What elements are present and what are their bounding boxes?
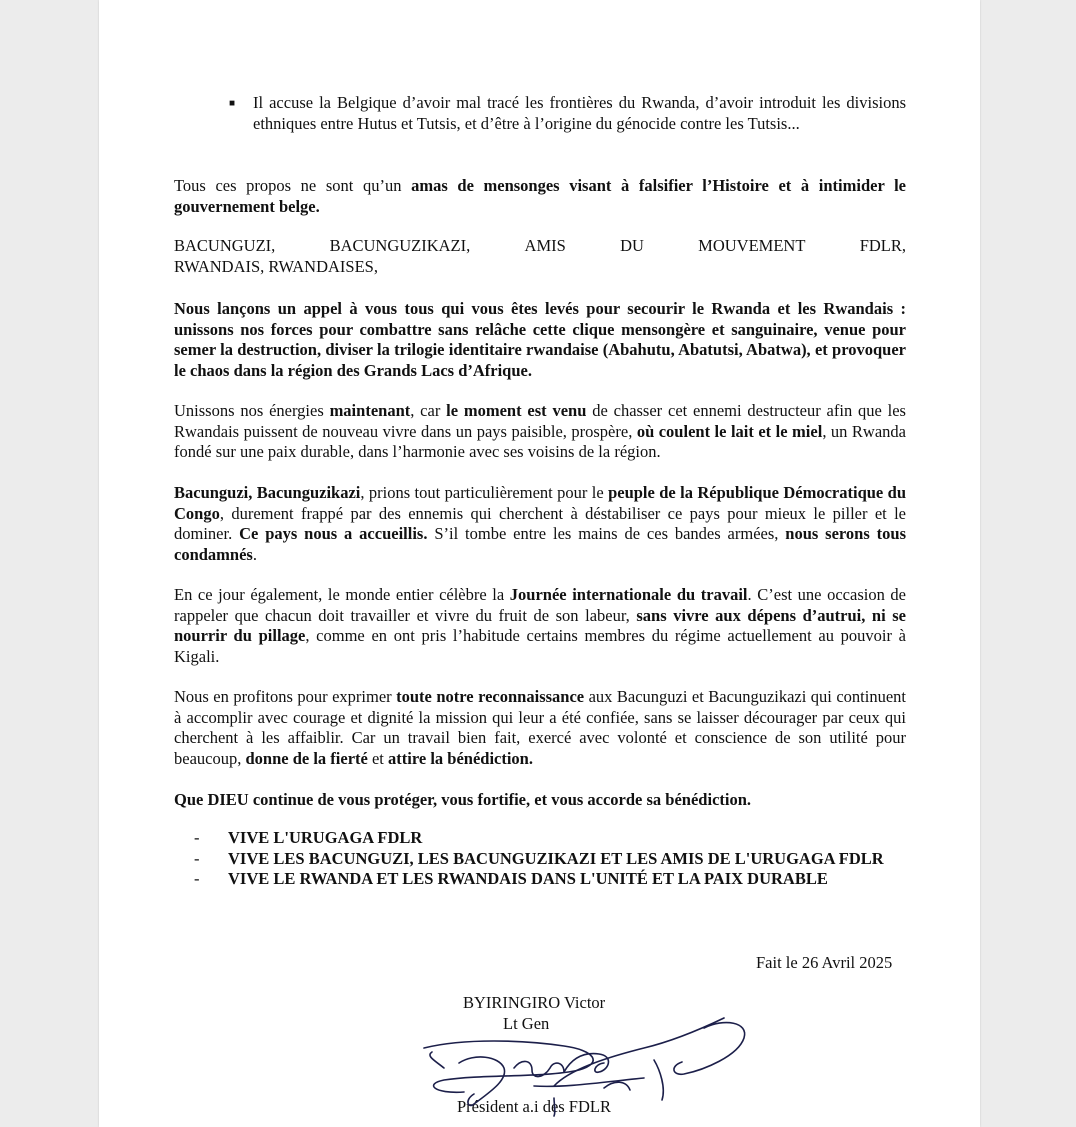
- list-item: - VIVE L'URUGAGA FDLR: [194, 828, 423, 847]
- address-line-2: RWANDAIS, RWANDAISES,: [174, 256, 378, 276]
- bullet-text: Il accuse la Belgique d’avoir mal tracé les frontières du Rwanda, d’avoir introduit les divisions ethniques entre Hutus et Tutsis, et d’être à l’origine du génocide contre les Tutsis...: [253, 93, 906, 133]
- dash-marker: -: [194, 869, 200, 888]
- list-item: - VIVE LES BACUNGUZI, LES BACUNGUZIKAZI ET LES AMIS DE L'URUGAGA FDLR: [194, 848, 884, 868]
- list-item: - VIVE LE RWANDA ET LES RWANDAIS DANS L'UNITÉ ET LA PAIX DURABLE: [194, 869, 828, 888]
- signing-date: Fait le 26 Avril 2025: [756, 953, 893, 972]
- paragraph-6: Nous en profitons pour exprimer toute notre reconnaissance aux Bacunguzi et Bacunguzikazi qui continuent à accomplir avec courage et dignité la mission qui leur a été confiée, sans se laisser décourager par ceux qui cherchent à les affaiblir. Car un travail bien fait, exercé avec volonté et conscience de son utilité pour beaucoup, donne de la fierté et attire la bénédiction.: [174, 687, 906, 768]
- bullet-item: [229, 93, 906, 134]
- dash-marker: -: [194, 848, 200, 868]
- paragraph-7: Que DIEU continue de vous protéger, vous fortifie, et vous accorde sa bénédiction.: [174, 790, 752, 809]
- paragraph-1: Tous ces propos ne sont qu’un amas de mensonges visant à falsifier l’Histoire et à intimider le gouvernement belge.: [174, 176, 906, 216]
- paragraph-5: En ce jour également, le monde entier célèbre la Journée internationale du travail. C’est une occasion de rappeler que chacun doit travailler et vivre du fruit de son labeur, sans vivre aux dépens d’autrui, ni se nourrir du pillage, comme en ont pris l’habitude certains membres du régime actuellement au pouvoir à Kigali.: [174, 585, 906, 666]
- bullet-square-icon: ■: [229, 98, 236, 109]
- signatory-rank: Lt Gen: [503, 1014, 550, 1033]
- paragraph-3: Unissons nos énergies maintenant, car le moment est venu de chasser cet ennemi destructeur afin que les Rwandais puissent de nouveau vivre dans un pays paisible, prospère, où coulent le lait et le miel, un Rwanda fondé sur une paix durable, dans l’harmonie avec ses voisins de la région.: [174, 401, 906, 461]
- address-salutation: [174, 236, 906, 277]
- signatory-title: Président a.i des FDLR: [457, 1097, 611, 1116]
- paragraph-4: Bacunguzi, Bacunguzikazi, prions tout particulièrement pour le peuple de la République Démocratique du Congo, durement frappé par des ennemis qui cherchent à déstabiliser ce pays pour mieux le piller et le dominer. Ce pays nous a accueillis. S’il tombe entre les mains de ces bandes armées, nous serons tous condamnés.: [174, 483, 906, 564]
- address-line-1: BACUNGUZI, BACUNGUZIKAZI, AMIS DU MOUVEMENT FDLR,: [174, 236, 906, 255]
- handwritten-signature: [404, 1008, 764, 1118]
- slogan-list: [194, 828, 906, 890]
- signatory-name: BYIRINGIRO Victor: [463, 993, 606, 1012]
- document-page: [99, 0, 980, 1127]
- dash-marker: -: [194, 828, 200, 847]
- paragraph-2: Nous lançons un appel à vous tous qui vous êtes levés pour secourir le Rwanda et les Rwandais : unissons nos forces pour combattre sans relâche cette clique mensongère et sanguinaire, venue pour semer la destruction, diviser la trilogie identitaire rwandaise (Abahutu, Abatutsi, Abatwa), et provoquer le chaos dans la région des Grands Lacs d’Afrique.: [174, 299, 906, 380]
